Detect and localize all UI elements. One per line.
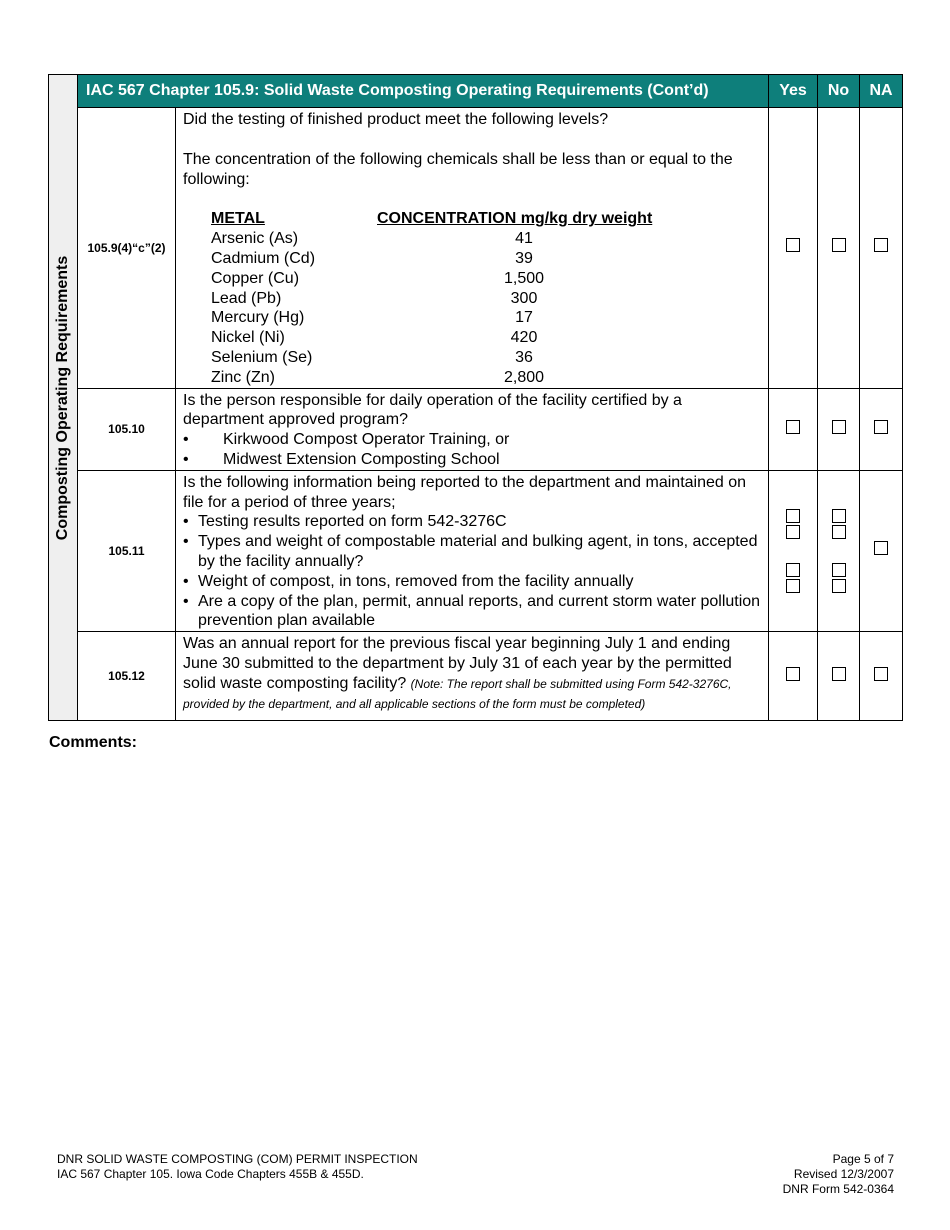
metal-name: Mercury (Hg)	[211, 309, 305, 327]
metal-row	[211, 368, 671, 388]
list-item: • Kirkwood Compost Operator Training, or	[183, 430, 762, 450]
na-checkbox[interactable]	[874, 541, 888, 555]
metal-limit: 1,500	[503, 269, 545, 287]
no-cell	[818, 632, 860, 721]
no-checkbox[interactable]	[832, 525, 846, 539]
table-row	[49, 388, 903, 470]
na-cell	[860, 388, 903, 470]
metal-name: Zinc (Zn)	[211, 368, 275, 386]
reporting-list	[183, 512, 762, 631]
revision-date: Revised 12/3/2007	[793, 1167, 894, 1181]
list-item: • Midwest Extension Composting School	[183, 450, 762, 470]
table-row	[49, 632, 903, 721]
side-label: Composting Operating Requirements	[54, 255, 71, 540]
yes-checkbox[interactable]	[786, 238, 800, 252]
question-cell	[176, 470, 769, 631]
metal-row	[211, 269, 671, 289]
question-cell	[176, 388, 769, 470]
metal-limit: 39	[515, 249, 533, 267]
metal-limit: 420	[510, 329, 538, 347]
metal-row	[211, 328, 671, 348]
metal-limit: 17	[515, 309, 533, 327]
footer-code-reference: IAC 567 Chapter 105. Iowa Code Chapters 455B & 455D.	[57, 1167, 364, 1181]
metal-limit: 36	[515, 348, 533, 366]
no-checkbox[interactable]	[832, 579, 846, 593]
table-header-row	[49, 75, 903, 108]
metal-row	[211, 348, 671, 368]
comments-label: Comments:	[49, 734, 138, 751]
inspection-table	[48, 74, 903, 721]
question-note: (Note: The report shall be submitted using Form 542-3276C, provided by the department, and all applicable sections of the form must be completed)	[183, 676, 732, 711]
metal-row	[211, 249, 671, 269]
footer-form-title: DNR SOLID WASTE COMPOSTING (COM) PERMIT INSPECTION	[57, 1152, 418, 1166]
metal-row	[211, 229, 671, 249]
metal-name: Lead (Pb)	[211, 289, 282, 307]
form-number: DNR Form 542-0364	[782, 1182, 894, 1196]
question-cell	[176, 108, 769, 389]
metal-column-header: METAL	[211, 210, 265, 228]
no-checkbox[interactable]	[832, 667, 846, 681]
no-checkbox[interactable]	[832, 509, 846, 523]
na-checkbox[interactable]	[874, 238, 888, 252]
no-cell	[818, 108, 860, 389]
rule-reference: 105.10	[78, 388, 176, 470]
yes-cell	[769, 388, 818, 470]
question-intro: The concentration of the following chemicals shall be less than or equal to the following:	[183, 150, 733, 188]
metal-row	[211, 289, 671, 309]
no-cell	[818, 388, 860, 470]
list-item: • Testing results reported on form 542-3276C	[183, 512, 762, 532]
metal-limit: 41	[515, 230, 533, 248]
yes-checkbox[interactable]	[786, 525, 800, 539]
no-checkbox[interactable]	[832, 420, 846, 434]
na-column-header: NA	[860, 75, 903, 108]
question-text: Did the testing of finished product meet the following levels?	[183, 111, 609, 128]
footer-left	[57, 1152, 418, 1182]
na-checkbox[interactable]	[874, 420, 888, 434]
page-number: Page 5 of 7	[832, 1152, 894, 1166]
na-checkbox[interactable]	[874, 667, 888, 681]
metal-limit: 300	[510, 289, 538, 307]
no-column-header: No	[818, 75, 860, 108]
program-list	[183, 430, 762, 470]
yes-checkbox[interactable]	[786, 579, 800, 593]
metal-name: Cadmium (Cd)	[211, 249, 316, 267]
list-item: • Types and weight of compostable material and bulking agent, in tons, accepted by the facility annually?	[183, 532, 762, 572]
yes-cell	[769, 108, 818, 389]
metal-limit: 2,800	[503, 368, 545, 386]
question-text: Is the person responsible for daily operation of the facility certified by a department approved program?	[183, 391, 682, 429]
na-cell	[860, 470, 903, 631]
list-item: • Are a copy of the plan, permit, annual reports, and current storm water pollution prevention plan available	[183, 592, 762, 632]
table-title: IAC 567 Chapter 105.9: Solid Waste Composting Operating Requirements (Cont’d)	[78, 75, 769, 108]
metal-name: Copper (Cu)	[211, 269, 300, 287]
yes-cell	[769, 470, 818, 631]
no-checkbox[interactable]	[832, 563, 846, 577]
na-cell	[860, 108, 903, 389]
question-text: Is the following information being reported to the department and maintained on file for a period of three years;	[183, 473, 747, 511]
metal-row	[211, 308, 671, 328]
question-cell	[176, 632, 769, 721]
metal-name: Arsenic (As)	[211, 230, 299, 248]
table-row	[49, 470, 903, 631]
yes-checkbox[interactable]	[786, 563, 800, 577]
question-text: Was an annual report for the previous fiscal year beginning July 1 and ending June 30 submitted to the department by July 31 of each year by the permitted solid waste composting facility?	[183, 635, 732, 692]
metal-name: Selenium (Se)	[211, 348, 313, 366]
rule-reference: 105.9(4)“c”(2)	[78, 108, 176, 389]
rule-reference: 105.11	[78, 470, 176, 631]
list-item: • Weight of compost, in tons, removed from the facility annually	[183, 572, 762, 592]
footer-right	[783, 1152, 894, 1197]
concentration-column-header: CONCENTRATION mg/kg dry weight	[377, 210, 653, 228]
na-cell	[860, 632, 903, 721]
no-cell	[818, 470, 860, 631]
rule-reference: 105.12	[78, 632, 176, 721]
yes-column-header: Yes	[769, 75, 818, 108]
yes-checkbox[interactable]	[786, 509, 800, 523]
table-row	[49, 108, 903, 389]
no-checkbox[interactable]	[832, 238, 846, 252]
yes-checkbox[interactable]	[786, 420, 800, 434]
metal-limits-table	[211, 209, 671, 387]
side-label-cell	[49, 75, 78, 721]
yes-cell	[769, 632, 818, 721]
yes-checkbox[interactable]	[786, 667, 800, 681]
metal-name: Nickel (Ni)	[211, 329, 285, 347]
